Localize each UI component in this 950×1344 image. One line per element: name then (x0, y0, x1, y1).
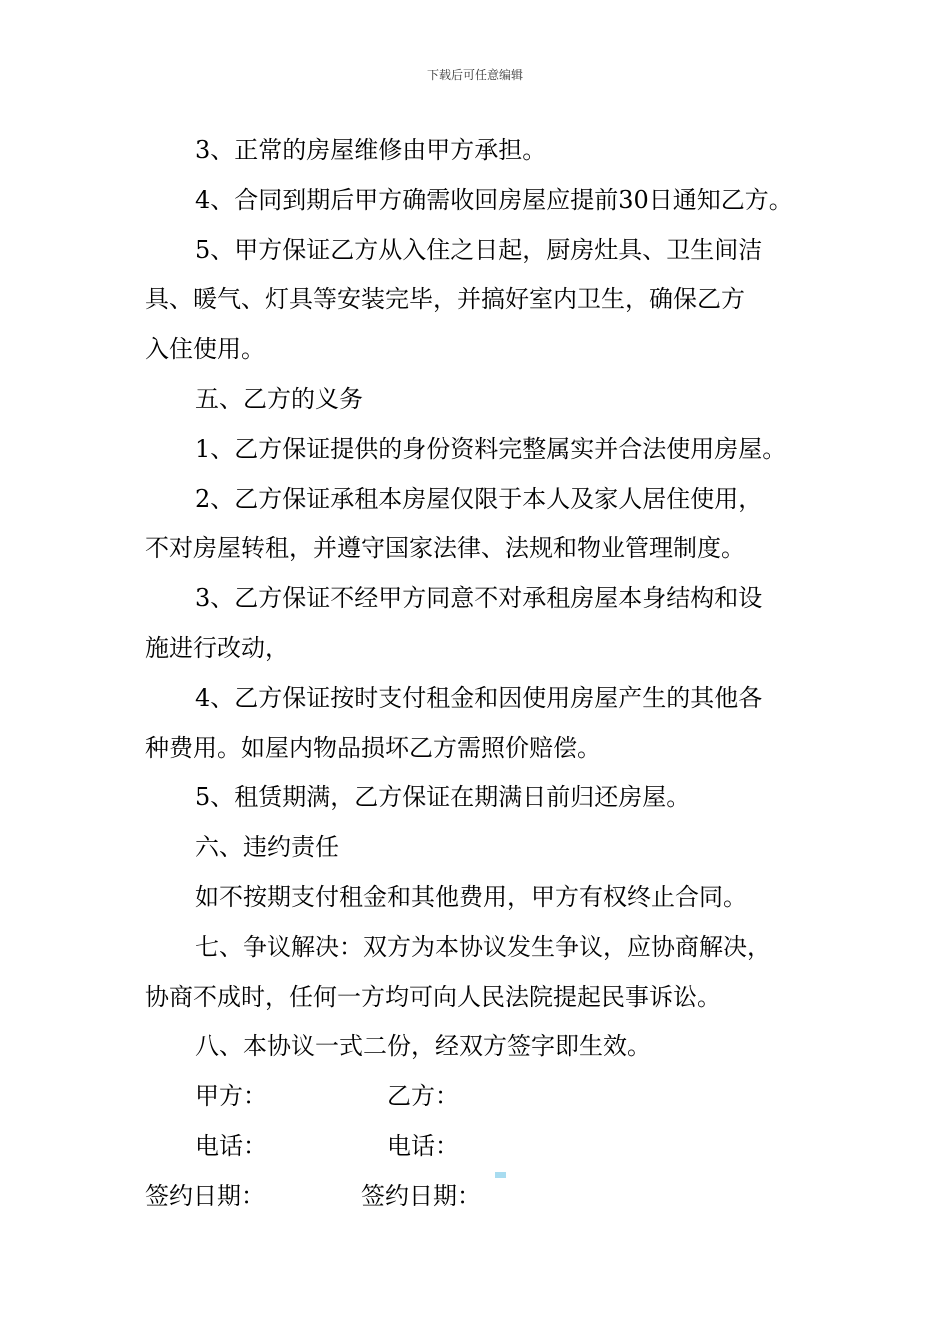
text-cursor-mark (495, 1172, 506, 1178)
date-a-label: 签约日期： (145, 1181, 265, 1210)
date-b-label: 签约日期： (361, 1181, 481, 1210)
paragraph: 1、乙方保证提供的身份资料完整属实并合法使用房屋。 (195, 434, 787, 463)
paragraph: 3、乙方保证不经甲方同意不对承租房屋本身结构和设 (195, 584, 763, 613)
paragraph: 七、争议解决：双方为本协议发生争议，应协商解决， (195, 932, 771, 961)
paragraph: 种费用。如屋内物品损坏乙方需照价赔偿。 (145, 733, 601, 762)
paragraph: 施进行改动， (145, 633, 289, 662)
party-b-label: 乙方： (387, 1082, 459, 1111)
paragraph: 不对房屋转租，并遵守国家法律、法规和物业管理制度。 (145, 534, 745, 563)
party-a-label: 甲方： (195, 1082, 267, 1111)
section-heading: 六、违约责任 (195, 833, 339, 862)
signature-date-row (145, 1172, 835, 1222)
paragraph: 协商不成时，任何一方均可向人民法院提起民事诉讼。 (145, 982, 721, 1011)
section-heading: 五、乙方的义务 (195, 384, 363, 413)
paragraph: 八、本协议一式二份，经双方签字即生效。 (195, 1032, 651, 1061)
paragraph: 入住使用。 (145, 335, 265, 364)
phone-a-label: 电话： (195, 1131, 267, 1160)
signature-phone-row (145, 1122, 835, 1172)
header-note: 下载后可任意编辑 (426, 68, 523, 82)
paragraph: 2、乙方保证承租本房屋仅限于本人及家人居住使用， (195, 484, 763, 513)
paragraph: 4、合同到期后甲方确需收回房屋应提前30日通知乙方。 (195, 185, 793, 214)
paragraph: 如不按期支付租金和其他费用，甲方有权终止合同。 (195, 882, 747, 911)
paragraph: 3、正常的房屋维修由甲方承担。 (195, 136, 547, 164)
paragraph: 具、暖气、灯具等安装完毕，并搞好室内卫生，确保乙方 (145, 285, 745, 314)
phone-b-label: 电话： (387, 1131, 459, 1160)
signature-party-row (145, 1072, 835, 1122)
contract-body (145, 126, 835, 1222)
paragraph: 5、甲方保证乙方从入住之日起，厨房灶具、卫生间洁 (195, 235, 763, 264)
paragraph: 4、乙方保证按时支付租金和因使用房屋产生的其他各 (195, 683, 763, 712)
paragraph: 5、租赁期满，乙方保证在期满日前归还房屋。 (195, 783, 691, 812)
